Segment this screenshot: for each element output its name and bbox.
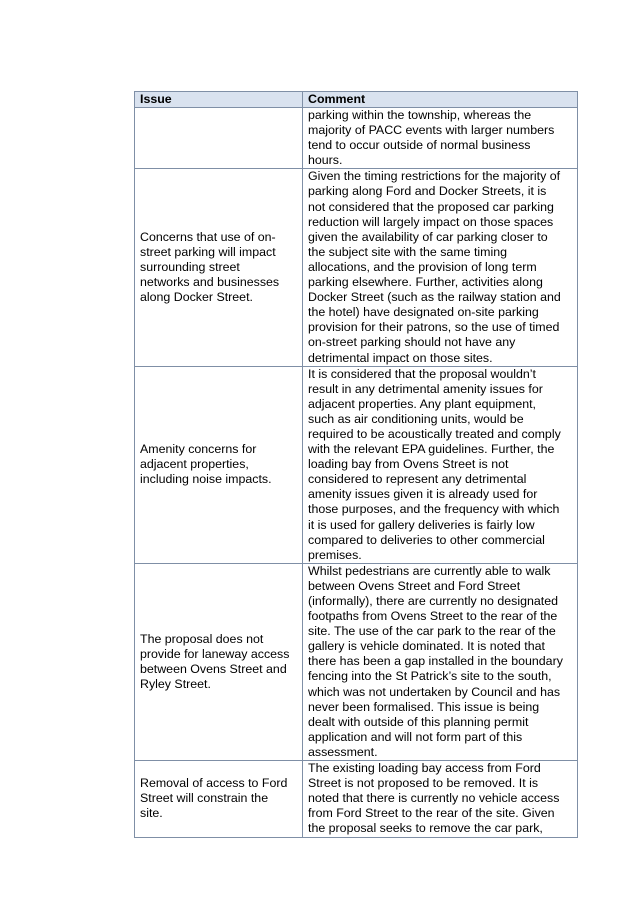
comment-text-line: Docker Street (such as the railway station and	[308, 290, 561, 305]
issue-text-line: including noise impacts.	[140, 472, 272, 487]
table-row	[135, 169, 578, 366]
comment-text-line: loading bay from Ovens Street is not	[308, 457, 509, 472]
comment-text-line: (informally), there are currently no designated	[308, 594, 558, 608]
comment-text-line: hours.	[308, 153, 343, 168]
comment-text-line: the proposal seeks to remove the car park,	[308, 821, 543, 836]
comment-text-line: given the availability of car parking closer to	[308, 229, 548, 244]
table-row	[135, 761, 578, 837]
comment-text-line: such as air conditioning units, would be	[308, 411, 524, 426]
comment-text-line: Whilst pedestrians are currently able to walk	[308, 563, 551, 578]
issue-cell	[135, 563, 303, 760]
table-body	[135, 108, 578, 838]
table-header-row	[135, 92, 578, 108]
comment-text-line: amenity issues given it is already used for	[308, 487, 538, 502]
issue-text-line: street parking will impact	[140, 244, 276, 259]
comment-text-line: It is considered that the proposal wouldn’t	[308, 366, 536, 381]
comment-column-header: Comment	[303, 92, 578, 108]
comment-text-line: from Ford Street to the rear of the site. Given	[308, 806, 555, 821]
issue-text-line: Removal of access to Ford	[140, 776, 288, 791]
comment-cell	[303, 108, 578, 169]
comment-text-line: noted that there is currently no vehicle access	[308, 791, 560, 806]
issues-comments-table	[134, 91, 578, 838]
table-row	[135, 563, 578, 760]
comment-text-line: the subject site with the same timing	[308, 244, 508, 259]
issue-text-line: between Ovens Street and	[140, 661, 287, 676]
issue-text-line: along Docker Street.	[140, 290, 253, 305]
issue-text-line: adjacent properties,	[140, 457, 249, 472]
comment-text-line: which was not undertaken by Council and has	[308, 684, 561, 699]
comment-text-line: result in any detrimental amenity issues for	[308, 381, 543, 396]
comment-cell	[303, 761, 578, 837]
comment-text-line: with the relevant EPA guidelines. Further, the	[308, 442, 555, 457]
table-row	[135, 108, 578, 169]
issue-text-line: Ryley Street.	[140, 677, 211, 692]
issue-text-line: surrounding street	[140, 259, 240, 274]
comment-cell	[303, 169, 578, 366]
issue-text-line: Concerns that use of on-	[140, 229, 276, 244]
comment-text-line: allocations, and the provision of long term	[308, 259, 537, 274]
comment-text-line: required to be acoustically treated and comply	[308, 426, 561, 441]
issue-text-line: networks and businesses	[140, 275, 280, 290]
table-row	[135, 366, 578, 563]
comment-text-line: tend to occur outside of normal business	[308, 138, 531, 153]
issue-cell	[135, 366, 303, 563]
comment-text-line: between Ovens Street and Ford Street	[308, 578, 521, 593]
comment-text-line: premises.	[308, 547, 362, 562]
comment-text-line: not considered that the proposed car parking	[308, 199, 554, 214]
issue-text-line: Amenity concerns for	[140, 442, 257, 457]
issue-cell	[135, 761, 303, 837]
comment-cell	[303, 563, 578, 760]
comment-text-line: reduction will largely impact on those spaces	[308, 214, 554, 229]
issue-text-line: The proposal does not	[140, 631, 264, 646]
comment-text-line: The existing loading bay access from Ford	[308, 761, 541, 776]
comment-text-line: those purposes, and the frequency with which	[308, 502, 560, 517]
comment-text-line: considered to represent any detrimental	[308, 472, 527, 487]
comment-text-line: compared to deliveries to other commercial	[308, 532, 545, 547]
issue-text-line: Street will constrain the	[140, 791, 269, 806]
comment-text-line: provision for their patrons, so the use of timed	[308, 320, 560, 335]
comment-text-line: it is used for gallery deliveries is fairly low	[308, 517, 535, 532]
comment-text-line: gallery is vehicle dominated. It is noted that	[308, 639, 545, 654]
comment-text-line: assessment.	[308, 744, 378, 759]
comment-text-line: majority of PACC events with larger numbers	[308, 123, 555, 138]
comment-text-line: site. The use of the car park to the rear of the	[308, 624, 556, 639]
issue-column-header: Issue	[135, 92, 303, 108]
comment-text-line: there has been a gap installed in the boundary	[308, 654, 563, 669]
comment-text-line: fencing into the St Patrick’s site to the south,	[308, 669, 552, 684]
issue-cell	[135, 108, 303, 169]
comment-text-line: parking elsewhere. Further, activities along	[308, 275, 543, 290]
issue-text-line: site.	[140, 806, 163, 821]
comment-text-line: parking along Ford and Docker Streets, it is	[308, 184, 547, 199]
comment-text-line: Given the timing restrictions for the majority of	[308, 169, 561, 184]
comment-text-line: never been formalised. This issue is being	[308, 699, 540, 714]
comment-text-line: dealt with outside of this planning permit	[308, 714, 529, 729]
comment-text-line: application and will not form part of this	[308, 729, 523, 744]
issue-cell	[135, 169, 303, 366]
comment-text-line: detrimental impact on those sites.	[308, 350, 493, 365]
comment-text-line: Street is not proposed to be removed. It is	[308, 776, 539, 791]
comment-text-line: adjacent properties. Any plant equipment,	[308, 396, 536, 411]
comment-cell	[303, 366, 578, 563]
comment-text-line: the hotel) have designated on-site parking	[308, 305, 539, 320]
comment-text-line: on-street parking should not have any	[308, 335, 516, 350]
comment-text-line: footpaths from Ovens Street to the rear of the	[308, 609, 558, 624]
comment-text-line: parking within the township, whereas the	[308, 108, 532, 122]
issue-text-line: provide for laneway access	[140, 646, 290, 661]
